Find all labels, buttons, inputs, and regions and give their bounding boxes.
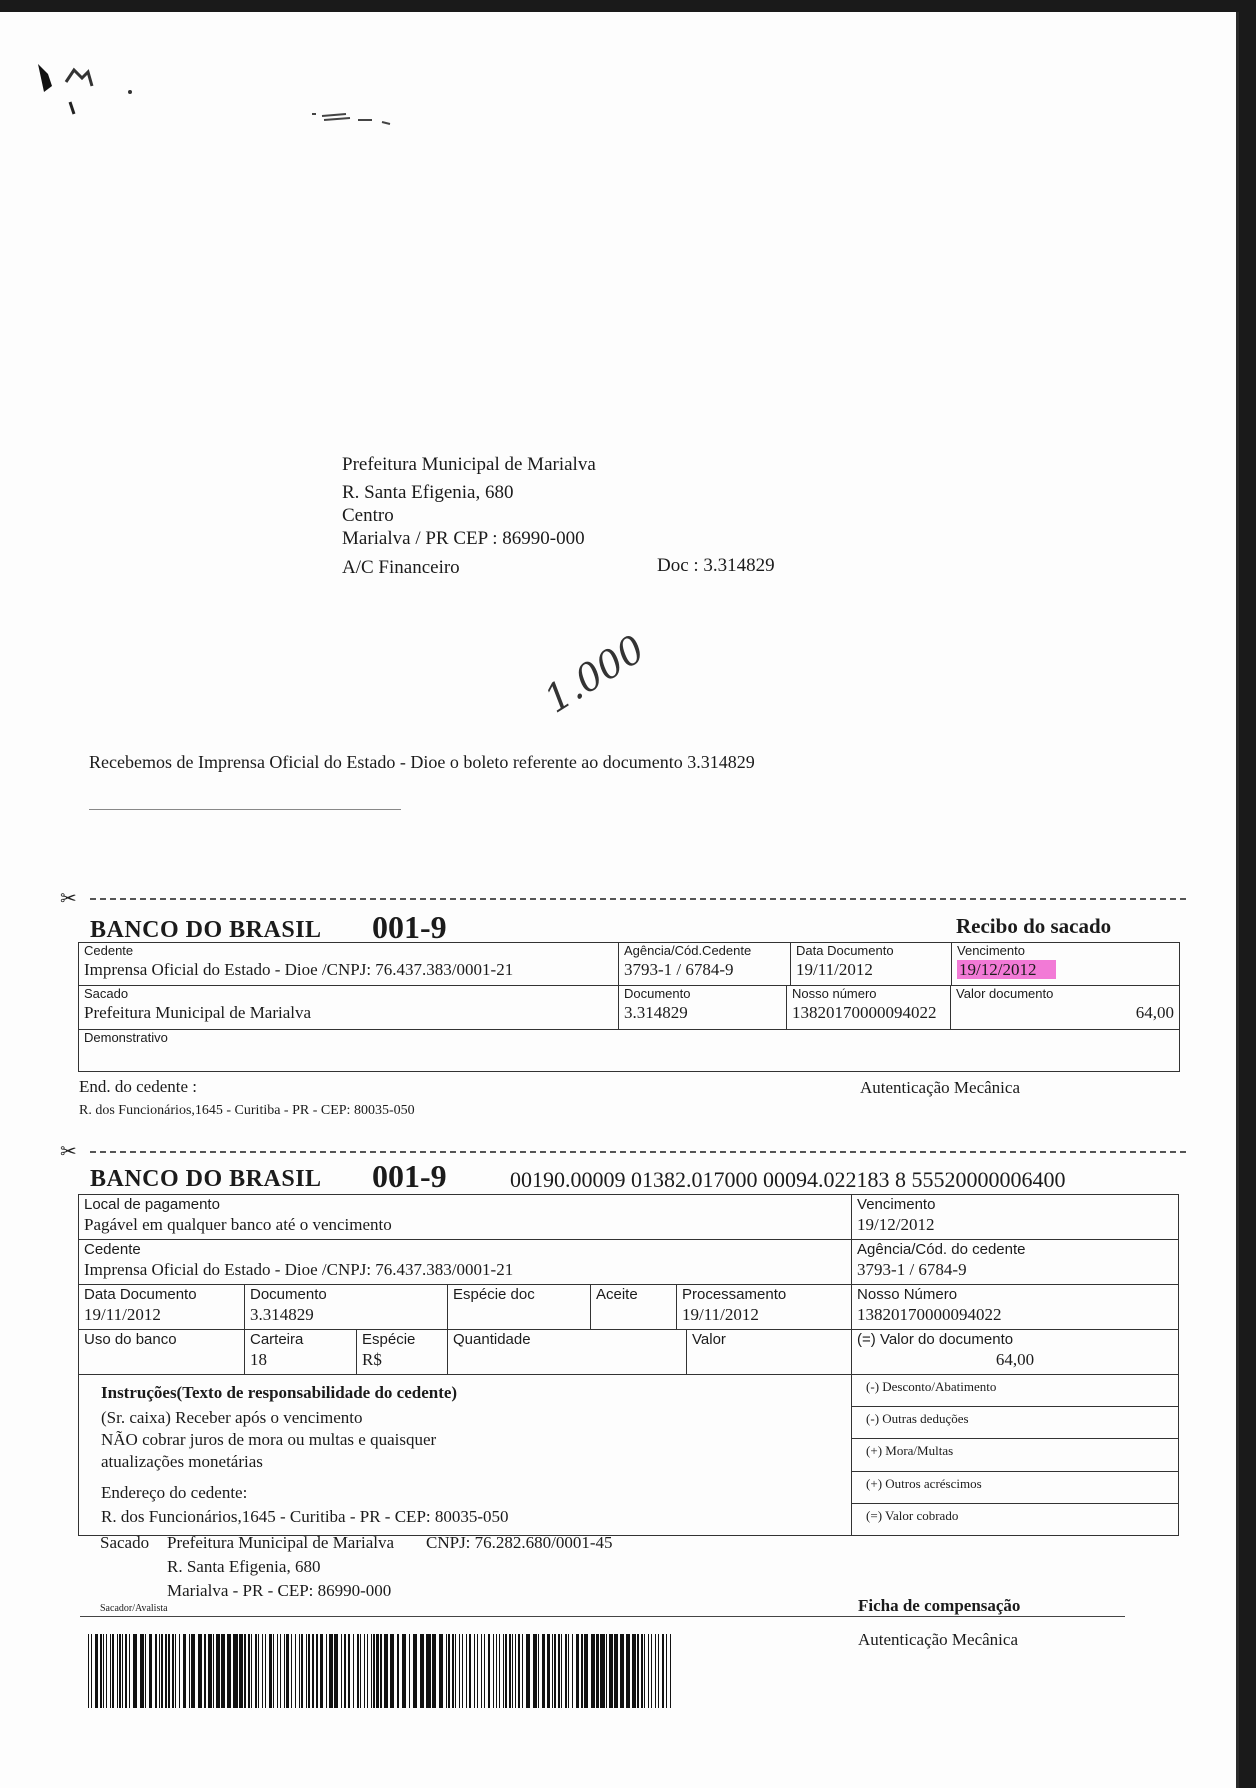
document-page <box>0 12 1239 1788</box>
vencimento-cell <box>952 943 1180 986</box>
signature-line <box>89 809 401 810</box>
recibo-title: Recibo do sacado <box>956 914 1112 938</box>
especie-cell <box>357 1330 448 1375</box>
addressee-city: Marialva / PR CEP : 86990-000 <box>342 528 585 549</box>
processamento-label: Processamento <box>682 1286 787 1303</box>
sacado-name: Prefeitura Municipal de Marialva <box>167 1533 395 1552</box>
cedente-cell <box>79 943 619 986</box>
sacado-street: R. Santa Efigenia, 680 <box>167 1557 321 1576</box>
sacado-city: Marialva - PR - CEP: 86990-000 <box>167 1581 392 1600</box>
end-cedente-value: R. dos Funcionários,1645 - Curitiba - PR - CEP: 80035-050 <box>79 1103 415 1118</box>
scissors-icon: ✂ <box>60 1141 77 1163</box>
outros-acrescimos-label: (+) Outros acréscimos <box>852 1472 1178 1504</box>
instrucoes-cell <box>79 1375 852 1536</box>
endereco-cedente-label: Endereço do cedente: <box>101 1483 248 1502</box>
end-cedente-label: End. do cedente : <box>79 1077 198 1096</box>
especie-value: R$ <box>362 1350 382 1369</box>
carteira-value: 18 <box>250 1350 267 1369</box>
agencia-value: 3793-1 / 6784-9 <box>857 1260 967 1279</box>
demonstrativo-cell <box>79 1030 1180 1072</box>
cedente-value: Imprensa Oficial do Estado - Dioe /CNPJ: 76.437.383/0001-21 <box>84 1260 514 1279</box>
instrucao-line: NÃO cobrar juros de mora ou multas e quaisquer <box>101 1430 437 1449</box>
nosso-numero-label: Nosso Número <box>857 1286 958 1303</box>
documento-cell <box>619 986 787 1030</box>
especie-label: Espécie <box>362 1331 416 1348</box>
nosso-numero-value: 13820170000094022 <box>857 1305 1002 1324</box>
ficha-compensacao-label: Ficha de compensação <box>858 1596 1021 1615</box>
data-doc-label: Data Documento <box>84 1286 197 1303</box>
instrucoes-title: Instruções(Texto de responsabilidade do cedente) <box>101 1383 458 1402</box>
sacado-label: Sacado <box>84 986 129 1001</box>
valor-documento-value: 64,00 <box>995 1350 1035 1369</box>
nosso-numero-valor-cell <box>787 986 1180 1030</box>
valor-label: Valor documento <box>956 986 1054 1001</box>
sacado-cell <box>79 986 619 1030</box>
aceite-label: Aceite <box>596 1286 638 1303</box>
scan-mark <box>310 108 400 126</box>
receipt-statement: Recebemos de Imprensa Oficial do Estado - Dioe o boleto referente ao documento 3.314829 <box>89 752 755 772</box>
scan-mark <box>30 52 160 132</box>
bank-name: BANCO DO BRASIL <box>90 1166 322 1192</box>
data-doc-label: Data Documento <box>796 943 894 958</box>
nosso-numero-cell <box>852 1285 1179 1330</box>
nosso-numero-label: Nosso número <box>792 986 877 1001</box>
processamento-cell <box>677 1285 852 1330</box>
cedente-cell <box>79 1240 852 1285</box>
cedente-value: Imprensa Oficial do Estado - Dioe /CNPJ: 76.437.383/0001-21 <box>84 959 514 979</box>
bank-name: BANCO DO BRASIL <box>90 917 322 943</box>
quantidade-label: Quantidade <box>453 1331 531 1348</box>
documento-label: Documento <box>624 986 691 1001</box>
cut-line <box>60 1141 1186 1163</box>
agencia-label: Agência/Cód. do cedente <box>857 1241 1026 1258</box>
vencimento-label: Vencimento <box>857 1196 936 1213</box>
agencia-cell <box>619 943 791 986</box>
linha-digitavel: 00190.00009 01382.017000 00094.022183 8 55520000006400 <box>510 1167 1066 1192</box>
documento-value: 3.314829 <box>250 1305 314 1324</box>
deducoes-cell <box>852 1375 1179 1536</box>
carteira-cell <box>245 1330 357 1375</box>
documento-value: 3.314829 <box>624 1002 688 1022</box>
sacado-label: Sacado <box>100 1533 150 1552</box>
outras-deducoes-label: (-) Outras deduções <box>852 1407 1178 1439</box>
demonstrativo-label: Demonstrativo <box>84 1030 168 1045</box>
mora-multas-label: (+) Mora/Multas <box>852 1439 1178 1471</box>
especie-doc-label: Espécie doc <box>453 1286 535 1303</box>
processamento-value: 19/11/2012 <box>682 1305 759 1324</box>
documento-cell <box>245 1285 448 1330</box>
valor-documento-cell <box>852 1330 1179 1375</box>
valor-value: 64,00 <box>1135 1002 1175 1022</box>
divider <box>80 1616 1125 1617</box>
local-pagamento-label: Local de pagamento <box>84 1196 220 1213</box>
local-pagamento-cell <box>79 1195 852 1240</box>
nosso-numero-value: 13820170000094022 <box>792 1002 937 1022</box>
ficha-table <box>78 1194 1179 1536</box>
agencia-cell <box>852 1240 1179 1285</box>
addressee-name: Prefeitura Municipal de Marialva <box>342 454 596 475</box>
vencimento-value: 19/12/2012 <box>857 1215 935 1234</box>
autenticacao-mecanica: Autenticação Mecânica <box>860 1078 1020 1097</box>
barcode <box>88 1634 673 1708</box>
carteira-label: Carteira <box>250 1331 304 1348</box>
instrucao-line: atualizações monetárias <box>101 1452 263 1471</box>
bank-code: 001-9 <box>372 1158 447 1194</box>
addressee-street: R. Santa Efigenia, 680 <box>342 482 514 503</box>
vencimento-value: 19/12/2012 <box>957 960 1056 979</box>
instrucao-line: (Sr. caixa) Receber após o vencimento <box>101 1408 363 1427</box>
endereco-cedente-value: R. dos Funcionários,1645 - Curitiba - PR - CEP: 80035-050 <box>101 1507 509 1526</box>
vencimento-label: Vencimento <box>957 943 1025 958</box>
doc-number: Doc : 3.314829 <box>657 555 775 576</box>
recibo-table <box>78 942 1180 1072</box>
uso-banco-label: Uso do banco <box>84 1331 177 1348</box>
agencia-value: 3793-1 / 6784-9 <box>624 959 734 979</box>
sacado-cnpj: CNPJ: 76.282.680/0001-45 <box>426 1533 613 1552</box>
desconto-label: (-) Desconto/Abatimento <box>852 1375 1178 1407</box>
valor-documento-label: (=) Valor do documento <box>857 1331 1014 1348</box>
data-doc-cell <box>791 943 952 986</box>
sacado-value: Prefeitura Municipal de Marialva <box>84 1002 312 1022</box>
cedente-label: Cedente <box>84 1241 141 1258</box>
valor-cell <box>687 1330 852 1375</box>
vencimento-cell <box>852 1195 1179 1240</box>
sacador-avalista-label: Sacador/Avalista <box>100 1603 168 1614</box>
data-doc-cell <box>79 1285 245 1330</box>
data-doc-value: 19/11/2012 <box>84 1305 161 1324</box>
uso-banco-cell <box>79 1330 245 1375</box>
bank-code: 001-9 <box>372 909 447 945</box>
valor-cobrado-label: (=) Valor cobrado <box>866 1507 959 1523</box>
especie-doc-cell <box>448 1285 591 1330</box>
quantidade-cell <box>448 1330 687 1375</box>
addressee-district: Centro <box>342 505 394 526</box>
agencia-label: Agência/Cód.Cedente <box>624 943 752 958</box>
autenticacao-mecanica: Autenticação Mecânica <box>858 1630 1018 1649</box>
aceite-cell <box>591 1285 677 1330</box>
local-pagamento-value: Pagável em qualquer banco até o vencimento <box>84 1215 392 1234</box>
documento-label: Documento <box>250 1286 327 1303</box>
cedente-label: Cedente <box>84 943 134 958</box>
valor-label: Valor <box>692 1331 726 1348</box>
scissors-icon: ✂ <box>60 888 77 910</box>
handwritten-note: 1.000 <box>536 626 653 722</box>
cut-line <box>60 888 1186 910</box>
attention-line: A/C Financeiro <box>342 557 460 578</box>
data-doc-value: 19/11/2012 <box>796 959 873 979</box>
